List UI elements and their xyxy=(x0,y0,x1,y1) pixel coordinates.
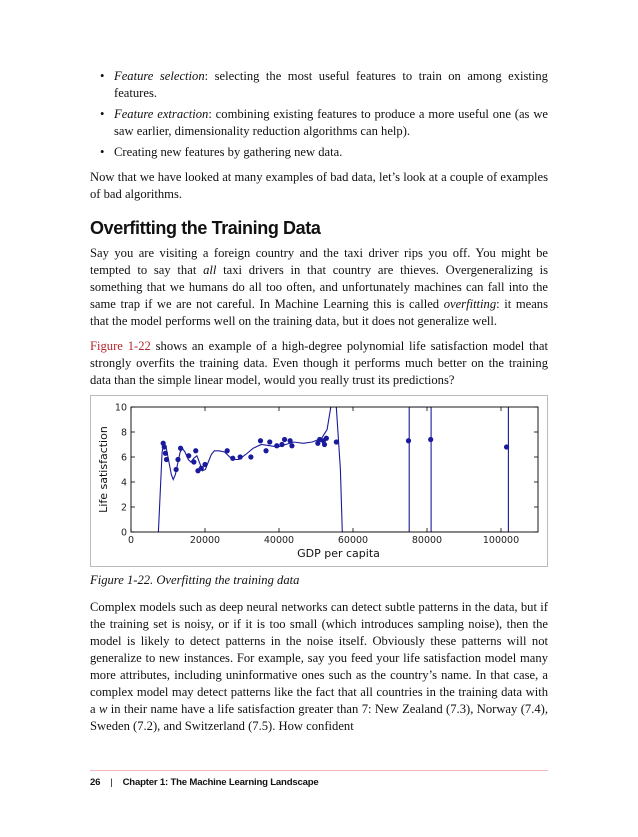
data-point xyxy=(428,437,433,442)
data-point xyxy=(162,444,167,449)
y-axis-label: Life satisfaction xyxy=(97,426,110,513)
x-tick-label: 20000 xyxy=(189,535,221,546)
data-point xyxy=(202,462,207,467)
x-tick-label: 80000 xyxy=(411,535,443,546)
data-point xyxy=(322,442,327,447)
data-point xyxy=(199,466,204,471)
y-tick-label: 2 xyxy=(120,502,127,514)
x-tick-label: 40000 xyxy=(263,535,295,546)
paragraph-figure-ref: Figure 1-22 shows an example of a high-degree polynomial life satisfaction model that strongly overfits the training data. Even though it performs much better on the training data than the simple linear model, would you really trust its predictions? xyxy=(90,339,548,387)
data-point xyxy=(258,438,263,443)
y-tick-label: 6 xyxy=(120,452,127,464)
data-point xyxy=(164,457,169,462)
page-number: 26 xyxy=(90,777,101,788)
overfitting-chart xyxy=(91,396,547,566)
data-point xyxy=(324,436,329,441)
figure-caption: Figure 1-22. Overfitting the training data xyxy=(90,573,300,587)
bullet-list xyxy=(90,68,548,161)
data-point xyxy=(248,454,253,459)
data-point xyxy=(175,457,180,462)
data-point xyxy=(504,444,509,449)
paragraph-overfitting: Say you are visiting a foreign country and the taxi driver rips you off. You might be tempted to say that all taxi drivers in that country are thieves. Overgeneralizing is something that we humans do all too often, and unfortunately machines can fall into the same trap if we are not careful. In Machine Learning this is called overfitting: it means that the model performs well on the training data, but it does not generalize well. xyxy=(90,246,548,328)
chapter-title: Chapter 1: The Machine Learning Landscape xyxy=(122,777,319,788)
term: Feature selection xyxy=(114,69,205,83)
y-tick-label: 8 xyxy=(120,427,127,439)
data-point xyxy=(193,448,198,453)
x-tick-label: 100000 xyxy=(482,535,520,546)
data-point xyxy=(225,448,230,453)
data-point xyxy=(186,453,191,458)
data-point xyxy=(163,451,168,456)
data-point xyxy=(279,442,284,447)
list-item xyxy=(90,106,548,140)
data-point xyxy=(230,456,235,461)
term: Feature extraction xyxy=(114,107,209,121)
data-point xyxy=(282,437,287,442)
data-point xyxy=(267,439,272,444)
data-point xyxy=(334,439,339,444)
item-text: Creating new features by gathering new data. xyxy=(114,145,343,159)
data-point xyxy=(263,448,268,453)
page-footer xyxy=(90,770,548,788)
item-text: : combining existing features to produce a more useful one (as we saw earlier, dimensionality reduction algorithms can help). xyxy=(114,107,549,138)
x-axis-label: GDP per capita xyxy=(297,547,380,560)
plot-frame xyxy=(131,407,538,532)
x-tick-label: 60000 xyxy=(337,535,369,546)
list-item xyxy=(90,68,548,102)
data-point xyxy=(238,454,243,459)
y-tick-label: 4 xyxy=(120,477,127,489)
item-text: : selecting the most useful features to train on among existing features. xyxy=(114,69,548,100)
paragraph-bad-algorithms: Now that we have looked at many examples of bad data, let’s look at a couple of examples of bad algorithms. xyxy=(90,170,548,201)
paragraph-complex-models: Complex models such as deep neural networks can detect subtle patterns in the data, but if the training set is noisy, or if it is too small (which introduces sampling noise), then the model is likely to detect patterns in the noise itself. Obviously these patterns will not generalize to new instances. For example, say you feed your life satisfaction model many more attributes, including uninformative ones such as the country’s name. In that case, a complex model may detect patterns like the fact that all countries in the training data with a w in their name have a life satisfaction greater than 7: New Zealand (7.3), Norway (7.4), Sweden (7.2), and Switzerland (7.5). How confident xyxy=(90,600,548,733)
data-point xyxy=(174,467,179,472)
section-title: Overfitting the Training Data xyxy=(90,218,321,238)
data-point xyxy=(274,443,279,448)
data-point xyxy=(288,438,293,443)
data-point xyxy=(289,443,294,448)
x-tick-label: 0 xyxy=(127,535,135,546)
model-curve xyxy=(158,407,508,532)
figure-link[interactable]: Figure 1-22 xyxy=(90,339,151,353)
figure-1-22 xyxy=(90,395,548,567)
data-point xyxy=(191,459,196,464)
y-tick-label: 0 xyxy=(120,527,127,539)
data-point xyxy=(406,438,411,443)
data-point xyxy=(178,446,183,451)
y-tick-label: 10 xyxy=(114,402,127,414)
footer-separator: | xyxy=(110,777,113,788)
page-content xyxy=(90,68,548,735)
list-item xyxy=(90,144,548,161)
